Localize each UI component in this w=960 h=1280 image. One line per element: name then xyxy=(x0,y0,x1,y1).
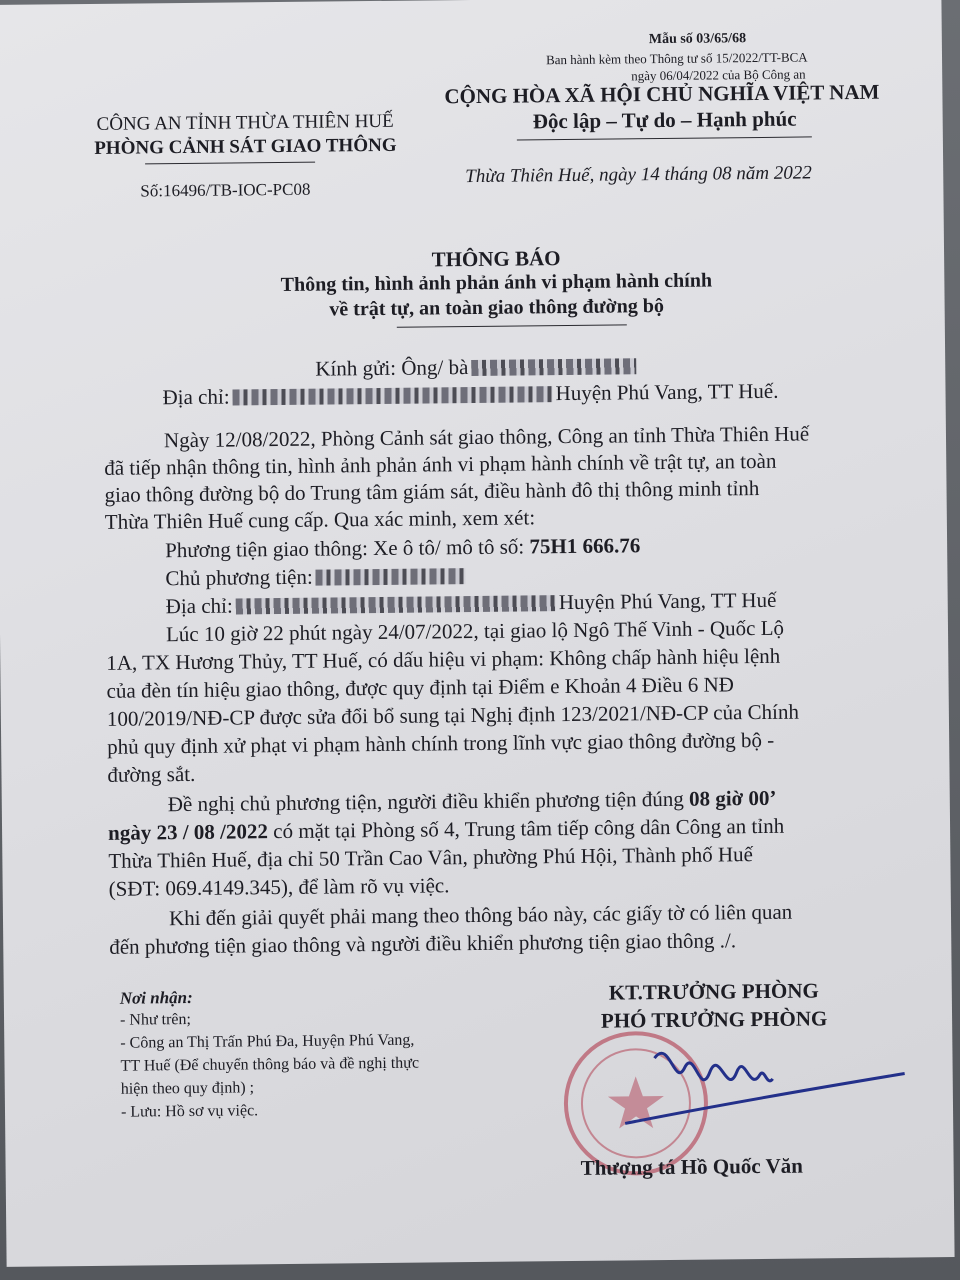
body-line: 100/2019/NĐ-CP được sửa đổi bổ sung tại Nghị định 123/2021/NĐ-CP của Chính xyxy=(106,699,800,731)
appointment-line-1 xyxy=(168,786,777,817)
redacted-name xyxy=(471,358,636,376)
motto-underline xyxy=(517,136,812,140)
signature xyxy=(614,1025,915,1138)
body-line: Ngày 12/08/2022, Phòng Cảnh sát giao thông, Công an tỉnh Thừa Thiên Huế xyxy=(163,421,810,453)
body-line: giao thông đường bộ do Trung tâm giám sát, điều hành đô thị thông minh tỉnh xyxy=(104,476,760,507)
address-label: Địa chỉ: xyxy=(162,384,230,410)
agency-line1: CÔNG AN TỈNH THỪA THIÊN HUẾ xyxy=(96,110,394,135)
form-issued-line2: ngày 06/04/2022 của Bộ Công an xyxy=(631,66,806,84)
title-underline xyxy=(397,324,627,327)
redacted-address xyxy=(233,386,553,405)
document-number: Số:16496/TB-IOC-PC08 xyxy=(140,179,311,201)
owner-address-label: Địa chỉ: xyxy=(165,593,233,619)
redacted-owner-address xyxy=(236,595,556,614)
greeting: Kính gửi: Ông/ bà xyxy=(315,355,469,381)
nation-motto: Độc lập – Tự do – Hạnh phúc xyxy=(532,106,797,134)
vehicle-plate: 75H1 666.76 xyxy=(529,533,641,559)
address-tail: Huyện Phú Vang, TT Huế. xyxy=(555,378,779,406)
body-line: đến phương tiện giao thông và người điều khiển phương tiện giao thông ./. xyxy=(109,928,737,959)
body-line: Thừa Thiên Huế, địa chỉ 50 Trần Cao Vân, phường Phú Hội, Thành phố Huế xyxy=(108,842,754,873)
recipient-item: hiện theo quy định) ; xyxy=(120,1079,255,1098)
appointment-line-2 xyxy=(108,814,784,846)
body-line: của đèn tín hiệu giao thông, được quy định tại Điểm e Khoản 4 Điều 6 NĐ xyxy=(106,672,734,703)
signatory-name: Thượng tá Hồ Quốc Văn xyxy=(580,1153,803,1180)
nation-line1: CỘNG HÒA XÃ HỘI CHỦ NGHĨA VIỆT NAM xyxy=(444,79,880,109)
appointment-place: có mặt tại Phòng số 4, Trung tâm tiếp công dân Công an tỉnh xyxy=(273,813,785,844)
signatory-line1: KT.TRƯỞNG PHÒNG xyxy=(608,978,819,1005)
body-line: phủ quy định xử phạt vi phạm hành chính trong lĩnh vực giao thông đường bộ - xyxy=(107,727,775,759)
body-line: đường sắt. xyxy=(107,761,196,787)
body-line: 1A, TX Hương Thủy, TT Huế, có dấu hiệu vi phạm: Không chấp hành hiệu lệnh xyxy=(106,643,781,675)
redacted-owner xyxy=(316,568,466,586)
body-line: (SĐT: 069.4149.345), để làm rõ vụ việc. xyxy=(108,873,450,901)
owner-address-tail: Huyện Phú Vang, TT Huế xyxy=(558,587,777,615)
signatory-line2: PHÓ TRƯỞNG PHÒNG xyxy=(600,1006,828,1033)
recipient-item: - Như trên; xyxy=(119,1010,192,1029)
vehicle-label: Phương tiện giao thông: Xe ô tô/ mô tô số: xyxy=(165,534,525,563)
appointment-text: Đề nghị chủ phương tiện, người điều khiển phương tiện đúng xyxy=(167,786,684,817)
address-line xyxy=(162,379,778,410)
form-issued-line1: Ban hành kèm theo Thông tư số 15/2022/TT-BCA xyxy=(545,49,808,68)
recipient-item: - Công an Thị Trấn Phú Đa, Huyện Phú Vang, xyxy=(120,1031,415,1052)
body-line: Khi đến giải quyết phải mang theo thông báo này, các giấy tờ có liên quan xyxy=(168,899,793,931)
recipient-item: TT Huế (Để chuyển thông báo và đề nghị thực xyxy=(120,1054,420,1075)
owner-address-line xyxy=(166,588,777,619)
owner-line xyxy=(165,563,469,591)
agency-line2: PHÒNG CẢNH SÁT GIAO THÔNG xyxy=(94,134,397,159)
form-number: Mẫu số 03/65/68 xyxy=(648,31,747,48)
document-title: THÔNG BÁO xyxy=(431,246,561,272)
document-subtitle-1: Thông tin, hình ảnh phản ánh vi phạm hành chính xyxy=(280,269,713,297)
document-subtitle-2: về trật tự, an toàn giao thông đường bộ xyxy=(329,294,665,321)
appointment-time: 08 giờ 00’ xyxy=(688,785,777,811)
issue-date: Thừa Thiên Huế, ngày 14 tháng 08 năm 2022 xyxy=(465,162,812,188)
agency-underline xyxy=(145,162,315,165)
appointment-date: ngày 23 / 08 /2022 xyxy=(107,819,269,845)
body-line: Thừa Thiên Huế cung cấp. Qua xác minh, xem xét: xyxy=(104,505,536,534)
vehicle-line xyxy=(165,533,640,563)
body-line: Lúc 10 giờ 22 phút ngày 24/07/2022, tại giao lộ Ngô Thế Vinh - Quốc Lộ xyxy=(165,615,785,647)
addressee-line xyxy=(315,353,639,381)
recipient-item: - Lưu: Hồ sơ vụ việc. xyxy=(120,1102,259,1121)
body-line: đã tiếp nhận thông tin, hình ảnh phản ánh vi phạm hành chính về trật tự, an toàn xyxy=(104,448,777,480)
recipients-heading: Nơi nhận: xyxy=(119,987,193,1008)
owner-label: Chủ phương tiện: xyxy=(165,564,313,591)
